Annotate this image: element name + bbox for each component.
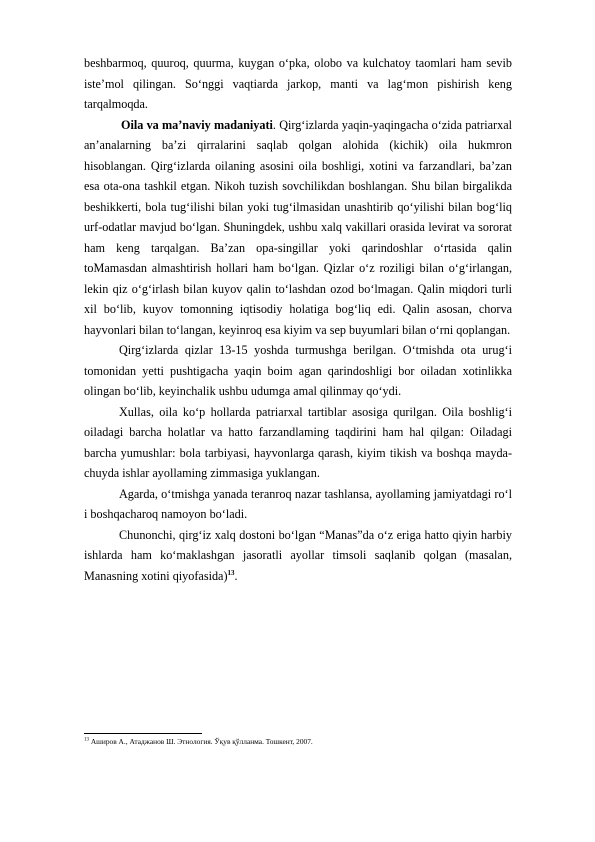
section-heading: Oila va ma’naviy madaniyati [121, 117, 273, 132]
footnote-text: Аширов А., Атаджанов Ш. Этнология. Ўқув қўлланма. Тошкент, 2007. [89, 737, 313, 746]
footnote-divider [84, 733, 202, 734]
paragraph-1: beshbarmoq, quuroq, quurma, kuygan o‘pka, olobo va kulchatoy taomlari ham sevib iste’mol qilingan. So‘nggi vaqtiarda jarkop, manti va lag‘mon pishirish keng tarqalmoqda. [84, 56, 512, 111]
paragraph-4: Xullas, oila ko‘p hollarda patriarxal tartiblar asosiga qurilgan. Oila boshlig‘i oiladagi barcha holatlar va hatto farzandlaming taqdirini ham hal qilgan: Oiladagi barcha yumushlar: bola tarbiyasi, hayvonlarga qarash, kiyim tikish va boshqa mayda-chuyda ishlar ayollaming zimmasiga yuklangan. [84, 404, 512, 480]
footnote [84, 737, 512, 747]
paragraph-3: Qirg‘izlarda qizlar 13-15 yoshda turmushga berilgan. O‘tmishda ota urug‘i tomonidan yetti pushtigacha yaqin boim agan qarindoshligi bor oiladan xotinlikka olingan bo‘lib, keyinchalik ushbu udumga amal qilinmay qo‘ydi. [84, 343, 512, 398]
paragraph-6-end: . [234, 568, 238, 583]
document-body [84, 53, 512, 586]
footnote-reference[interactable]: 13 [227, 568, 235, 577]
paragraph-5: Agarda, o‘tmishga yanada teranroq nazar tashlansa, ayollaming jamiyatdagi ro‘l i boshqacharoq namoyon bo‘ladi. [84, 486, 512, 521]
footnote-number: 13 [84, 737, 89, 743]
paragraph-6-text: Chunonchi, qirg‘iz xalq dostoni bo‘lgan “Manas”da o‘z eriga hatto qiyin harbiy ishlarda ham ko‘maklashgan jasoratli ayollar timsoli saqlanib qolgan (masalan, Manasning xotini qiyofasida) [84, 527, 512, 583]
paragraph-6 [84, 525, 512, 587]
paragraph-2 [84, 115, 512, 341]
paragraph-2-text: . Qirg‘izlarda yaqin-yaqingacha o‘zida patriarxal an’analarning ba’zi qirralarini saqlab qolgan alohida (kichik) oila hukmron hisoblangan. Qirg‘izlarda oilaning asosini oila boshligi, xotini va farzandlari, ba’zan esa ota-ona tashkil etgan. Nikoh tuzish sovchilikdan boshlangan. Shu bilan birgalikda beshikkerti, bola tug‘ilishi bilan yoki tug‘ilmasidan unashtirib qo‘yilishi bilan bog‘liq urf-odatlar mavjud bo‘lgan. Shuningdek, ushbu xalq vakillari orasida levirat va sororat ham keng tarqalgan. Ba’zan opa-singillar yoki qarindoshlar o‘rtasida qalin toMamasdan almashtirish hollari ham bo‘lgan. Qizlar o‘z roziligi bilan o‘g‘irlangan, lekin qiz o‘g‘irlash bilan kuyov qalin to‘lashdan ozod bo‘lmagan. Qalin miqdori turli xil bo‘lib, kuyov tomonning iqtisodiy holatiga bog‘liq edi. Qalin asosan, chorva hayvonlari bilan to‘langan, keyinroq esa kiyim va sep buyumlari bilan o‘rni qoplangan. [84, 117, 512, 337]
